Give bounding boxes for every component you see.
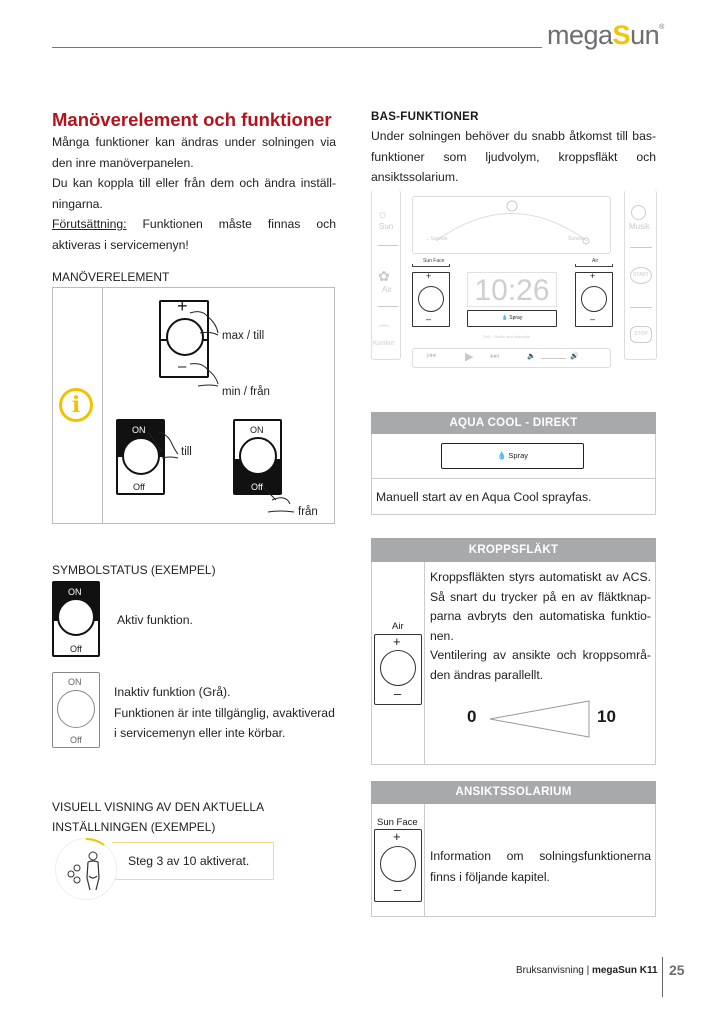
on-label: ON — [68, 587, 82, 597]
sun-icon[interactable]: ☼ — [377, 207, 388, 221]
fran-label: från — [298, 506, 318, 518]
media-bar — [412, 348, 611, 368]
column-divider — [424, 804, 425, 917]
inactive-description — [114, 682, 335, 744]
air-minus-button[interactable]: – — [590, 314, 596, 324]
intro-paragraph-1: Många funktioner kan ändras under solningen via den inre manöverpanelen. — [52, 135, 336, 170]
hand-pointer-icon — [262, 486, 298, 518]
basic-functions-text: Under solningen behöver du snabb åtkomst till bas-funktioner som ljudvolym, kroppsfläkt och ansiktssolarium. — [371, 129, 656, 184]
prereq-label: Förutsättning: — [52, 217, 127, 231]
fan-dial — [380, 650, 416, 686]
scale-max: 10 — [597, 707, 616, 726]
face-solarium-title: ANSIKTSSOLARIUM — [371, 781, 656, 804]
status-heading: SYMBOLSTATUS (EXEMPEL) — [52, 563, 216, 577]
switch-dial — [57, 598, 95, 636]
volume-up-icon[interactable]: 🔊 — [570, 353, 579, 360]
play-icon[interactable]: ▶ — [465, 351, 474, 363]
stop-button[interactable]: STOP — [630, 326, 652, 343]
inactive-line-1: Inaktiv funktion (Grå). — [114, 685, 231, 699]
music-icon[interactable] — [631, 205, 646, 220]
body-fan-paragraph-1: Kroppsfläkten styrs automatiskt av ACS. Så snart du trycker på en av fläktknap-parna avbryts den automatiska funktio-nen. — [430, 570, 651, 643]
fan-icon[interactable]: ✿ — [378, 268, 390, 284]
intro-text — [52, 132, 336, 255]
footer-divider — [662, 957, 663, 997]
page-number: 25 — [669, 962, 685, 978]
sun-arc — [412, 196, 611, 254]
sunset-label: Sunset — [568, 236, 584, 242]
tab-bracket — [575, 264, 613, 267]
min-label: min / från — [222, 386, 270, 398]
plus-sign: + — [177, 296, 188, 316]
till-label: till — [181, 446, 192, 458]
face-control-label: Sun Face — [377, 817, 418, 828]
sidebar-comfort-label[interactable]: Komfort — [373, 341, 395, 347]
controls-heading: MANÖVERELEMENT — [52, 270, 170, 284]
sidebar-sun-label[interactable]: Sun — [379, 222, 394, 231]
sun-face-plus-button[interactable]: + — [426, 271, 432, 281]
face-minus-sign: – — [394, 882, 402, 897]
sun-face-dial[interactable] — [418, 286, 444, 312]
sunrise-label: ⌂ Sunrise — [426, 236, 448, 242]
intensity-wedge — [488, 699, 593, 739]
body-fan-paragraph-2: Ventilering av ansikte och kroppsområ-den ändras parallellt. — [430, 648, 651, 682]
sidebar-divider — [630, 307, 652, 308]
switch-dial — [239, 437, 277, 475]
spray-label: Spray — [508, 451, 529, 460]
sun-face-tab: Sun Face — [423, 258, 445, 264]
header-rule — [52, 47, 542, 48]
comfort-icon[interactable]: ⌒ — [378, 324, 391, 338]
intro-paragraph-2: Du kan koppla till eller från dem och ändra inställ-ningarna. — [52, 176, 336, 211]
visual-heading — [52, 797, 264, 837]
water-drops-icon: 💧 — [496, 451, 509, 460]
active-description: Aktiv funktion. — [117, 613, 193, 627]
visual-heading-line-1: VISUELL VISNING AV DEN AKTUELLA — [52, 800, 265, 814]
off-label: Off — [70, 735, 82, 745]
next-track-icon[interactable]: ⏭ — [490, 351, 499, 362]
sunrise-text: Sunrise — [430, 236, 448, 242]
fan-control-label: Air — [392, 621, 404, 632]
clock-display: 10:26 — [467, 272, 557, 307]
scale-min: 0 — [467, 707, 477, 726]
off-label: Off — [133, 482, 145, 492]
inactive-line-2: Funktionen är inte tillgänglig, avaktiverad — [114, 705, 335, 720]
face-dial — [380, 846, 416, 882]
radio-info: FM1 · Radio and channels — [483, 334, 530, 339]
sidebar-divider — [378, 245, 398, 246]
max-label: max / till — [222, 330, 265, 342]
face-solarium-text: Information om solningsfunktionerna finns i följande kapitel. — [430, 849, 651, 884]
sun-face-minus-button[interactable]: – — [426, 314, 432, 324]
volume-down-icon[interactable]: 🔈 — [527, 353, 536, 360]
row-divider — [371, 478, 656, 479]
spray-button[interactable] — [441, 443, 584, 469]
body-fan-text — [430, 568, 651, 685]
off-label: Off — [70, 644, 82, 654]
off-label: Off — [251, 482, 263, 492]
hand-pointer-icon — [148, 430, 184, 466]
progress-arc — [55, 838, 117, 900]
air-plus-button[interactable]: + — [590, 271, 596, 281]
aqua-cool-text: Manuell start av en Aqua Cool sprayfas. — [376, 490, 592, 504]
column-divider — [424, 562, 425, 765]
tab-bracket — [412, 264, 450, 267]
sidebar-air-label[interactable]: Air — [382, 285, 392, 294]
fan-minus-sign: – — [394, 686, 402, 701]
sidebar-divider — [630, 247, 652, 248]
spray-button-small[interactable]: 💧 Spray — [467, 310, 557, 327]
info-icon: i — [59, 388, 93, 422]
basic-functions-heading: BAS-FUNKTIONER — [371, 111, 479, 123]
face-plus-sign: + — [393, 829, 401, 844]
volume-slider[interactable] — [541, 358, 566, 359]
on-label: ON — [68, 677, 82, 687]
page-title: Manöverelement och funktioner — [52, 109, 332, 130]
prereq-text: Funktionen måste finnas och aktiveras i servicemenyn! — [52, 217, 336, 252]
spray-text: Spray — [509, 315, 523, 321]
body-fan-title: KROPPSFLÄKT — [371, 538, 656, 562]
sidebar-music-label[interactable]: Musik — [629, 222, 650, 231]
visual-heading-line-2: INSTÄLLNINGEN (EXEMPEL) — [52, 820, 216, 834]
inactive-line-3: i servicemenyn eller inte körbar. — [114, 726, 286, 740]
air-tab: Air — [592, 258, 599, 264]
brand-logo: megaSun® — [547, 20, 664, 50]
footer-product: megaSun K11 — [591, 965, 658, 976]
start-button[interactable]: START — [630, 267, 652, 284]
sidebar-divider — [378, 306, 398, 307]
on-label: ON — [132, 425, 146, 435]
aqua-cool-title: AQUA COOL - DIREKT — [371, 412, 656, 434]
visual-description: Steg 3 av 10 aktiverat. — [128, 854, 250, 868]
on-label: ON — [250, 425, 264, 435]
air-dial[interactable] — [581, 286, 607, 312]
switch-dial — [57, 690, 95, 728]
fan-plus-sign: + — [393, 634, 401, 649]
minus-sign: – — [178, 358, 187, 375]
footer-text — [516, 965, 658, 976]
prereq-paragraph — [52, 214, 336, 255]
diagram-divider — [102, 288, 103, 523]
footer-manual: Bruksanvisning | — [516, 965, 592, 976]
prev-track-icon[interactable]: ⏮ — [427, 351, 436, 362]
